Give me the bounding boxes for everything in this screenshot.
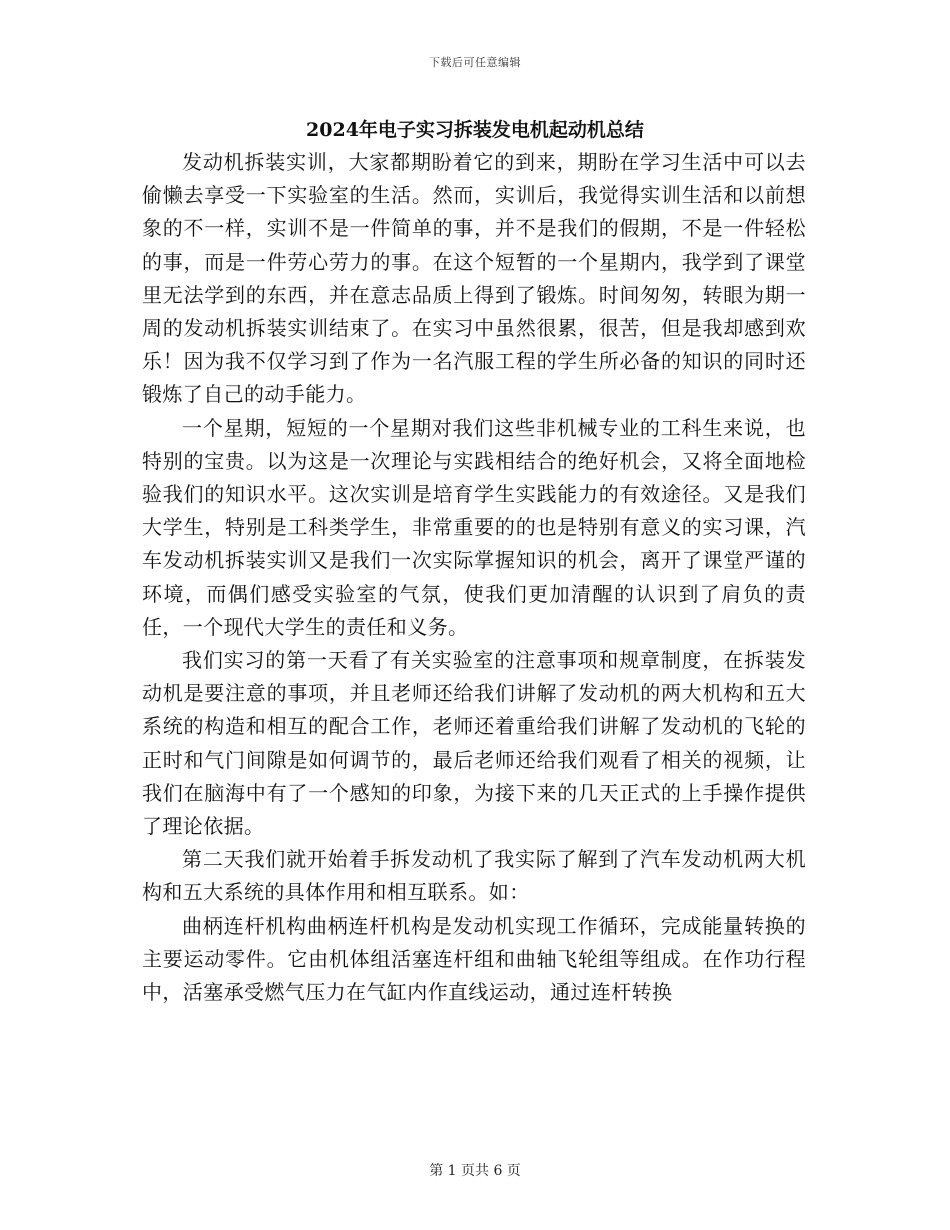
page-header-note: 下载后可任意编辑: [429, 56, 521, 69]
paragraph: 发动机拆装实训，大家都期盼着它的到来，期盼在学习生活中可以去偷懒去享受一下实验室的生活。然而，实训后，我觉得实训生活和以前想象的不一样，实训不是一件简单的事，并不是我们的假期，不是一件轻松的事，而是一件劳心劳力的事。在这个短暂的一个星期内，我学到了课堂里无法学到的东西，并在意志品质上得到了锻炼。时间匆匆，转眼为期一周的发动机拆装实训结束了。在实习中虽然很累，很苦，但是我却感到欢乐！因为我不仅学习到了作为一名汽服工程的学生所必备的知识的同时还锻炼了自己的动手能力。: [142, 150, 806, 407]
page-number-footer: 第 1 页共 6 页: [429, 1163, 521, 1179]
paragraph: 一个星期，短短的一个星期对我们这些非机械专业的工科生来说，也特别的宝贵。以为这是一次理论与实践相结合的绝好机会，又将全面地检验我们的知识水平。这次实训是培育学生实践能力的有效途径。又是我们大学生，特别是工科类学生，非常重要的的也是特别有意义的实习课，汽车发动机拆装实训又是我们一次实际掌握知识的机会，离开了课堂严谨的环境，而偶们感受实验室的气氛，使我们更加清醒的认识到了肩负的责任，一个现代大学生的责任和义务。: [142, 415, 806, 639]
document-title: 2024年电子实习拆装发电机起动机总结: [306, 119, 644, 141]
paragraph: 我们实习的第一天看了有关实验室的注意事项和规章制度，在拆装发动机是要注意的事项，并且老师还给我们讲解了发动机的两大机构和五大系统的构造和相互的配合工作，老师还着重给我们讲解了发动机的飞轮的正时和气门间隙是如何调节的，最后老师还给我们观看了相关的视频，让我们在脑海中有了一个感知的印象，为接下来的几天正式的上手操作提供了理论依据。: [142, 648, 806, 839]
paragraph: 第二天我们就开始着手拆发动机了我实际了解到了汽车发动机两大机构和五大系统的具体作用和相互联系。如：: [142, 847, 806, 905]
document-body: [142, 146, 806, 1009]
paragraph: 曲柄连杆机构曲柄连杆机构是发动机实现工作循环，完成能量转换的主要运动零件。它由机体组活塞连杆组和曲轴飞轮组等组成。在作功行程中，活塞承受燃气压力在气缸内作直线运动，通过连杆转换: [142, 913, 806, 1005]
